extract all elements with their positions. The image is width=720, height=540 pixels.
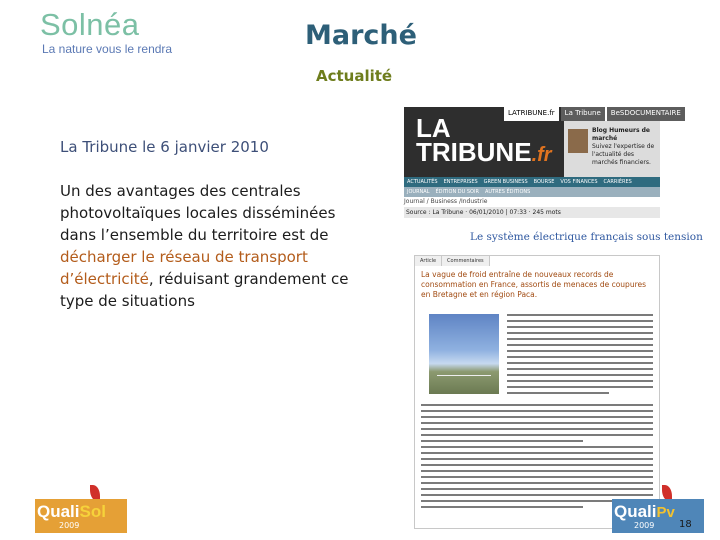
text-line	[421, 422, 653, 424]
text-line	[421, 464, 653, 466]
article-source: Source : La Tribune · 06/01/2010 | 07:33 · 245 mots	[406, 209, 561, 216]
article-body-box	[414, 255, 660, 529]
text-line	[507, 314, 653, 316]
text-line	[507, 362, 653, 364]
article-box-tabs	[415, 256, 490, 266]
text-line	[507, 350, 653, 352]
tab-comments[interactable]: Commentaires	[442, 256, 490, 266]
body-paragraph	[60, 180, 360, 312]
nav-item[interactable]: ACTUALITÉS	[407, 179, 438, 185]
power-line	[437, 375, 491, 376]
text-line	[421, 458, 653, 460]
text-line	[421, 446, 653, 448]
text-line	[507, 392, 609, 394]
qualipv-year: 2009	[634, 521, 655, 530]
tab-article[interactable]: Article	[415, 256, 442, 266]
body-text-start: Un des avantages des centrales photovoltaïques locales disséminées dans l’ensemble du territoire est de	[60, 182, 336, 244]
subnav-item[interactable]: JOURNAL	[407, 189, 430, 195]
article-nav	[404, 177, 660, 187]
text-line	[421, 482, 653, 484]
blog-title[interactable]: Blog Humeurs de marché	[592, 127, 651, 142]
article-top-tab[interactable]: LATRIBUNE.fr	[504, 107, 559, 121]
qualipv-text	[614, 503, 675, 522]
qualisol-part-b: Sol	[79, 502, 106, 521]
text-line	[421, 434, 653, 436]
qualipv-part-a: Quali	[614, 502, 657, 521]
text-line	[421, 410, 653, 412]
text-line	[507, 332, 653, 334]
logo-tagline: La nature vous le rendra	[42, 42, 173, 56]
nav-item[interactable]: ENTREPRISES	[443, 179, 478, 185]
text-line	[421, 452, 653, 454]
article-subnav	[404, 187, 660, 197]
qualisol-text	[37, 503, 106, 521]
text-line	[507, 320, 653, 322]
nav-item[interactable]: BOURSE	[533, 179, 555, 185]
article-header	[404, 107, 681, 177]
text-line	[421, 506, 583, 508]
text-line	[507, 368, 653, 370]
logo-fr: .fr	[531, 144, 552, 166]
article-breadcrumb: Journal / Business /Industrie	[404, 198, 488, 205]
text-line	[421, 404, 653, 406]
slide-title: Marché	[305, 20, 417, 51]
text-line	[507, 338, 653, 340]
article-source-bar	[404, 207, 660, 218]
nav-item[interactable]: CARRIÈRES	[603, 179, 632, 185]
page-number: 18	[679, 519, 692, 530]
blog-subtitle: Suivez l'expertise de l'actualité des marchés financiers.	[592, 143, 655, 166]
blog-promo-text	[592, 127, 658, 167]
article-top-tabs	[504, 107, 687, 121]
text-line	[421, 440, 583, 442]
slide-subtitle: Actualité	[316, 67, 393, 85]
body-text-end: , réduisant grandement ce type de situations	[60, 270, 349, 310]
body-highlight: décharger le réseau de transport d’électricité	[60, 248, 308, 288]
blog-avatar	[568, 129, 588, 153]
text-line	[507, 374, 653, 376]
text-line	[421, 476, 653, 478]
qualipv-part-b: Pv	[656, 504, 675, 521]
source-date: La Tribune le 6 janvier 2010	[60, 138, 269, 156]
text-line	[507, 326, 653, 328]
article-lead: La vague de froid entraîne de nouveaux records de consommation en France, assortis de menaces de coupures en Bretagne et en région Paca.	[421, 270, 647, 299]
logo-wordmark: Solnéa	[40, 7, 140, 42]
qualisol-part-a: Quali	[37, 502, 80, 521]
text-line	[507, 380, 653, 382]
wind-turbine-photo	[429, 314, 499, 394]
logo-la: LA	[416, 113, 451, 143]
qualisol-year: 2009	[59, 521, 80, 530]
logo-tribune	[416, 139, 552, 168]
subnav-item[interactable]: AUTRES ÉDITIONS	[484, 189, 531, 195]
nav-item[interactable]: GREEN BUSINESS	[483, 179, 528, 185]
text-line	[507, 344, 653, 346]
article-top-tab[interactable]: La Tribune	[561, 107, 605, 121]
blog-promo	[564, 121, 660, 177]
text-line	[421, 428, 653, 430]
text-line	[421, 416, 653, 418]
subnav-item[interactable]: ÉDITION DU SOIR	[435, 189, 479, 195]
text-line	[421, 470, 653, 472]
article-top-tab[interactable]: BeSDOCUMENTAIRE	[607, 107, 685, 121]
qualisol-logo	[35, 489, 127, 533]
solnea-logo	[40, 8, 210, 56]
nav-item[interactable]: VOS FINANCES	[560, 179, 598, 185]
article-headline: Le système électrique français sous tension	[470, 231, 703, 243]
text-line	[507, 386, 653, 388]
text-line	[507, 356, 653, 358]
logo-tribune-word: TRIBUNE	[416, 137, 532, 167]
article-text-column	[507, 314, 653, 398]
